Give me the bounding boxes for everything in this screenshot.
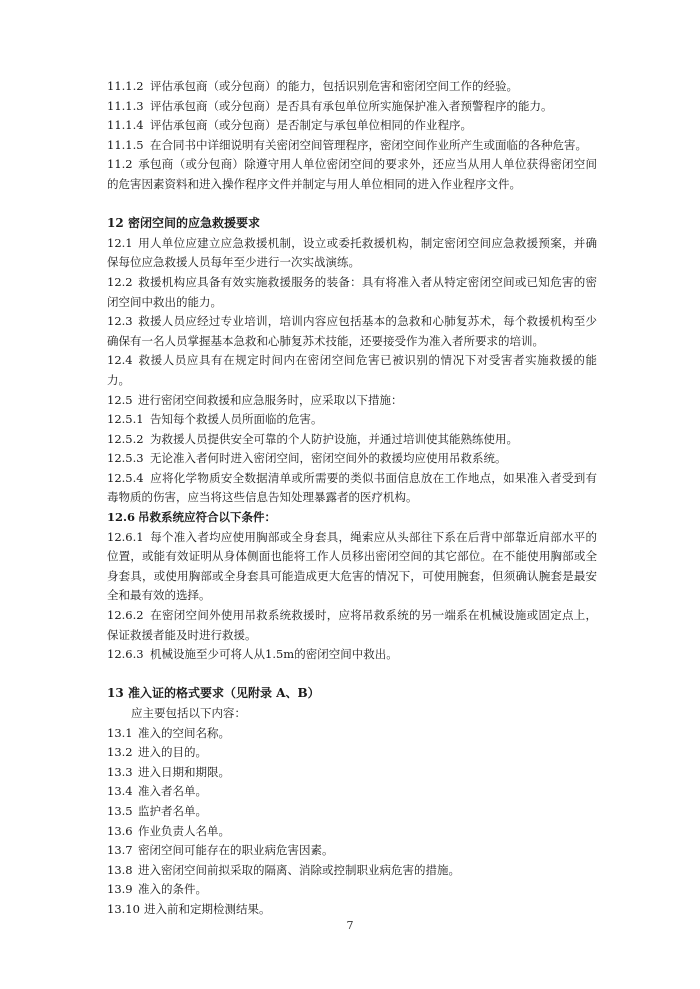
section-title: 准入证的格式要求（见附录 A、B） <box>128 686 320 701</box>
list-item-number: 13.5 <box>107 803 133 818</box>
list-item-text: 准入者名单。 <box>138 784 207 799</box>
clause-12-5-4 <box>107 469 597 508</box>
clause-11-1-4 <box>107 116 597 136</box>
clause-number: 12.3 <box>107 314 133 329</box>
clause-number: 11.1.3 <box>107 98 144 113</box>
clause-text: 用人单位应建立应急救援机制，设立或委托救援机构，制定密闭空间应急救援预案，并确保每位应急救援人员每年至少进行一次实战演练。 <box>107 235 597 270</box>
clause-text: 在密闭空间外使用吊救系统救援时，应将吊救系统的另一端系在机械设施或固定点上，保证救援者能及时进行救援。 <box>107 608 597 642</box>
section-heading-13 <box>107 684 597 704</box>
list-item-text: 进入密闭空间前拟采取的隔离、消除或控制职业病危害的措施。 <box>138 862 460 877</box>
clause-number: 12.4 <box>107 353 133 368</box>
clause-text: 为救援人员提供安全可靠的个人防护设施，并通过培训使其能熟练使用。 <box>150 431 518 446</box>
list-item <box>107 802 597 822</box>
clause-text: 应将化学物质安全数据清单或所需要的类似书面信息放在工作地点，如果准入者受到有毒物质的伤害，应当将这些信息告知处理暴露者的医疗机构。 <box>107 470 597 505</box>
clause-12-6-1 <box>107 528 597 606</box>
section-title: 密闭空间的应急救援要求 <box>128 216 261 231</box>
page-content <box>107 77 597 920</box>
list-item <box>107 880 597 900</box>
list-item-number: 13.6 <box>107 823 133 838</box>
clause-12-5-1 <box>107 410 597 430</box>
list-item-number: 13.10 <box>107 901 140 916</box>
section-number: 13 <box>107 686 124 701</box>
section-gap <box>107 665 597 685</box>
clause-text: 救援人员应具有在规定时间内在密闭空间危害已被识别的情况下对受害者实施救援的能力。 <box>107 353 597 387</box>
list-item-text: 进入前和定期检测结果。 <box>144 901 271 916</box>
clause-12-5-3 <box>107 449 597 469</box>
clause-text: 救援人员应经过专业培训，培训内容应包括基本的急救和心肺复苏术，每个救援机构至少确保有一名人员掌握基本急救和心肺复苏术技能，还要接受作为准入者所要求的培训。 <box>107 314 597 348</box>
list-item-text: 准入的条件。 <box>138 882 207 897</box>
section-13-intro: 应主要包括以下内容： <box>131 706 246 720</box>
clause-12-5-2 <box>107 430 597 450</box>
list-item-number: 13.3 <box>107 764 133 779</box>
list-item-text: 准入的空间名称。 <box>138 725 230 740</box>
clause-text: 评估承包商（或分包商）是否具有承包单位所实施保护准入者预警程序的能力。 <box>150 98 553 113</box>
clause-number: 11.1.4 <box>107 118 144 133</box>
clause-number: 12.2 <box>107 274 133 289</box>
clause-text: 承包商（或分包商）除遵守用人单位密闭空间的要求外，还应当从用人单位获得密闭空间的危害因素资料和进入操作程序文件并制定与用人单位相同的进入作业程序文件。 <box>107 157 597 191</box>
clause-number: 12.5.1 <box>107 412 144 427</box>
clause-text: 机械设施至少可将人从1.5m的密闭空间中救出。 <box>150 647 398 662</box>
clause-number: 12.6.2 <box>107 608 144 623</box>
clause-text: 评估承包商（或分包商）是否制定与承包单位相同的作业程序。 <box>150 118 472 133</box>
clause-text: 无论准入者何时进入密闭空间，密闭空间外的救援均应使用吊救系统。 <box>150 451 507 466</box>
list-item-number: 13.4 <box>107 784 133 799</box>
clause-number: 11.1.2 <box>107 79 144 93</box>
section-heading-12 <box>107 214 597 234</box>
list-item-number: 13.7 <box>107 843 133 858</box>
clause-text: 每个准入者均应使用胸部或全身套具，绳索应从头部往下系在后背中部靠近肩部水平的位置，或能有效证明从身体侧面也能将工作人员移出密闭空间的其它部位。在不能使用胸部或全身套具，或使用胸部或全身套具可能造成更大危害的情况下，可使用腕套，但须确认腕套是最安全和最有效的选择。 <box>107 529 597 603</box>
clause-11-2 <box>107 155 597 194</box>
clause-number: 11.1.5 <box>107 137 144 152</box>
clause-12-3 <box>107 312 597 351</box>
clause-number: 12.5.3 <box>107 451 144 466</box>
clause-text: 评估承包商（或分包商）的能力，包括识别危害和密闭空间工作的经验。 <box>150 79 518 93</box>
list-item-number: 13.8 <box>107 862 133 877</box>
clause-12-6-3 <box>107 645 597 665</box>
clause-12-4 <box>107 351 597 390</box>
clause-12-2 <box>107 273 597 312</box>
clause-text: 告知每个救援人员所面临的危害。 <box>150 412 323 427</box>
list-item <box>107 841 597 861</box>
list-item <box>107 782 597 802</box>
clause-11-1-2 <box>107 77 597 97</box>
requirement-list <box>107 724 597 920</box>
clause-text: 在合同书中详细说明有关密闭空间管理程序，密闭空间作业所产生或面临的各种危害。 <box>150 137 587 152</box>
list-item-number: 13.9 <box>107 882 133 897</box>
clause-text: 进行密闭空间救援和应急服务时，应采取以下措施： <box>138 392 403 407</box>
clause-11-1-5 <box>107 136 597 156</box>
list-item <box>107 743 597 763</box>
list-item-text: 密闭空间可能存在的职业病危害因素。 <box>138 843 334 858</box>
clause-number: 12.6 <box>107 510 136 525</box>
clause-number: 11.2 <box>107 157 133 172</box>
list-item-number: 13.2 <box>107 745 133 760</box>
list-item <box>107 861 597 881</box>
list-item <box>107 724 597 744</box>
clause-text: 吊救系统应符合以下条件： <box>138 510 277 525</box>
clause-text: 救援机构应具备有效实施救援服务的装备：具有将准入者从特定密闭空间或已知危害的密闭空间中救出的能力。 <box>107 274 597 309</box>
clause-number: 12.6.1 <box>107 529 144 544</box>
section-gap <box>107 195 597 215</box>
list-item-text: 进入的目的。 <box>138 745 207 760</box>
section-number: 12 <box>107 216 124 231</box>
list-item <box>107 763 597 783</box>
clause-number: 12.6.3 <box>107 647 144 662</box>
clause-12-1 <box>107 234 597 273</box>
list-item-text: 进入日期和期限。 <box>138 764 230 779</box>
clause-number: 12.5.4 <box>107 470 144 485</box>
clause-12-5 <box>107 391 597 411</box>
list-item <box>107 822 597 842</box>
list-item <box>107 900 597 920</box>
page-number: 7 <box>346 919 354 932</box>
clause-12-6-2 <box>107 606 597 645</box>
list-item-number: 13.1 <box>107 725 133 740</box>
clause-number: 12.5.2 <box>107 431 144 446</box>
clause-11-1-3 <box>107 97 597 117</box>
clause-12-6 <box>107 508 597 528</box>
list-item-text: 作业负责人名单。 <box>138 823 230 838</box>
clause-number: 12.1 <box>107 235 133 250</box>
clause-number: 12.5 <box>107 392 133 407</box>
list-item-text: 监护者名单。 <box>138 803 207 818</box>
